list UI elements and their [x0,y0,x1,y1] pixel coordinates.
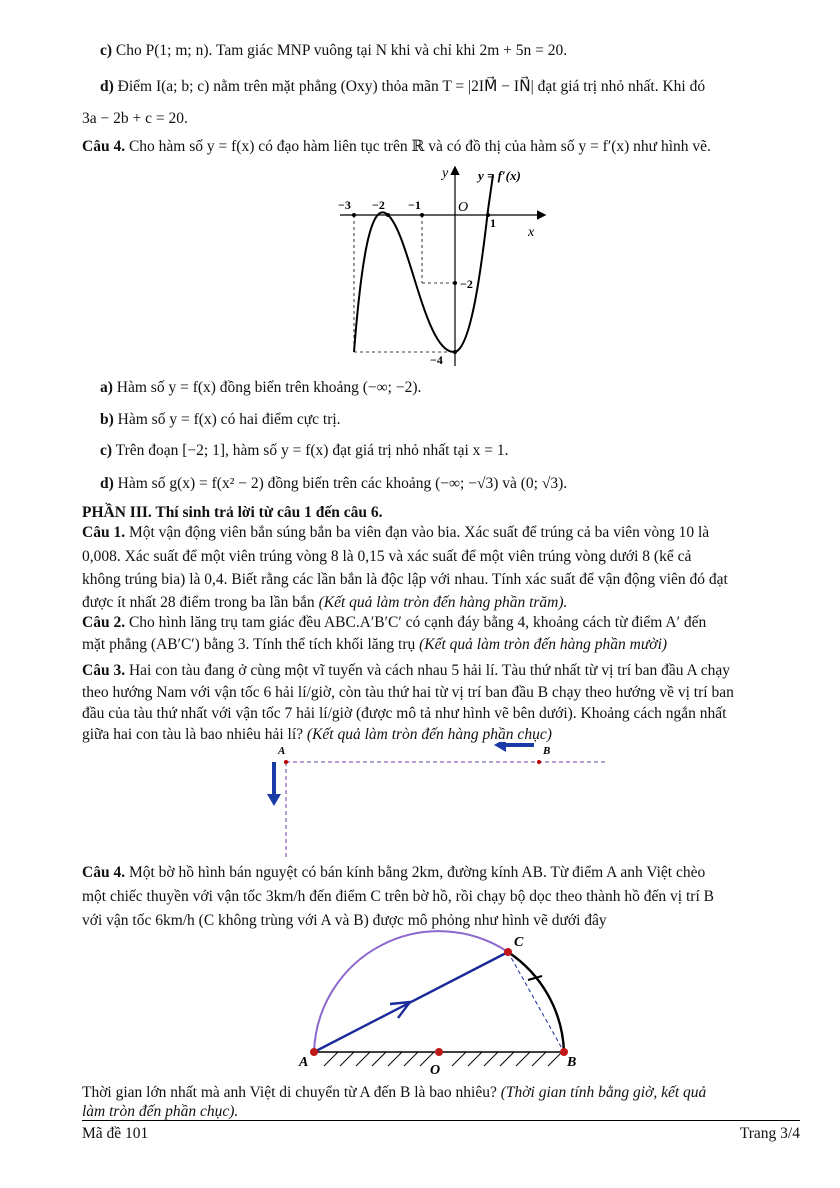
question-label: Câu 4. [82,138,126,155]
point-c [504,948,512,956]
ship-b-label: B [543,745,551,757]
statement-text: Hàm số y = f(x) đồng biến trên khoảng (−∞; −2). [116,379,422,396]
question-label: Câu 1. [82,524,126,541]
graph-title: y = f′(x) [478,168,521,183]
problem-4-note: làm tròn đến phần chục). [82,1103,239,1120]
question-label: Câu 4. [82,864,126,881]
question-text: Cho hình lăng trụ tam giác đều ABC.A′B′C′ có cạnh đáy bằng 4, khoảng cách từ điểm A′ đến [128,614,707,631]
problem-3-line: đầu của tàu thứ nhất với vận tốc 7 hải lí/giờ (được mô tả như hình vẽ bên dưới). Khoảng cách ngắn nhất [82,705,727,722]
statement-text: Cho P(1; m; n). Tam giác MNP vuông tại N khi và chỉ khi 2m + 5n = 20. [115,42,568,59]
derivative-graph [330,160,560,376]
problem-4 [82,862,800,884]
question-text: Một vận động viên bắn súng bắn ba viên đạn vào bia. Xác suất để trúng cả ba viên vòng 10 là [128,524,710,541]
statement-4c [100,440,800,462]
question-text: mặt phẳng (AB′C′) bằng 3. Tính thể tích khối lăng trụ [82,636,416,653]
arrow-head [267,794,281,806]
arrow-head [494,742,506,752]
x-tick-label: −1 [408,198,421,212]
ship-a-label: A [278,745,286,757]
statement-text: Hàm số g(x) = f(x² − 2) đồng biến trên các khoảng (−∞; −√3) và (0; √3). [117,475,568,492]
section-heading: PHẦN III. Thí sinh trả lời từ câu 1 đến câu 6. [82,504,383,521]
y-tick-label: −4 [430,353,443,367]
statement-label: d) [100,78,114,95]
page-number: Trang 3/4 [739,1125,800,1142]
problem-2-line [82,634,800,656]
exam-code: Mã đề 101 [82,1125,149,1142]
y-axis-label: y [442,166,449,181]
problem-1-line: 0,008. Xác suất để một viên trúng vòng 8 là 0,15 và xác suất để một viên trúng vòng dưới 8 (kể cả [82,548,692,565]
statement-4a [100,377,800,399]
lake-arc-ac [314,931,508,1052]
problem-1 [82,522,800,544]
rounding-note: (Kết quả làm tròn đến hàng phần chục) [306,726,552,743]
ship-b-point [537,760,541,764]
statement-label: a) [100,379,113,396]
problem-4-line: với vận tốc 6km/h (C không trùng với A và B) được mô phỏng như hình vẽ dưới đây [82,912,607,929]
x-tick-label: 1 [490,216,496,230]
statement-label: b) [100,411,114,428]
statement-label: d) [100,475,114,492]
ships-diagram [262,742,612,862]
statement-label: c) [100,42,113,59]
point-a [310,1048,318,1056]
x-tick-label: −3 [338,198,351,212]
problem-1-line [82,592,800,614]
question-text: Một bờ hồ hình bán nguyệt có bán kính bằng 2km, đường kính AB. Từ điểm A anh Việt chèo [128,864,706,881]
statement-3d-cont: 3a − 2b + c = 20. [82,110,188,127]
rounding-note: (Kết quả làm tròn đến hàng phần mười) [419,636,668,653]
statement-3c [100,40,800,62]
label-b: B [567,1055,577,1070]
statement-4d [100,473,800,495]
rounding-note: (Kết quả làm tròn đến hàng phần trăm). [318,594,568,611]
point-o [435,1048,443,1056]
problem-3 [82,660,800,682]
point-marker [420,213,424,217]
rounding-note: (Thời gian tính bằng giờ, kết quả [500,1084,707,1101]
question-4-stem [82,136,800,158]
statement-4b [100,409,800,431]
label-c: C [514,935,524,950]
question-text: giữa hai con tàu là bao nhiêu hải lí? [82,726,304,743]
problem-2 [82,612,800,634]
question-text: Cho hàm số y = f(x) có đạo hàm liên tục trên ℝ và có đồ thị của hàm số y = f′(x) như hình vẽ. [128,138,711,155]
label-a: A [299,1055,309,1070]
x-axis-label: x [528,225,535,240]
statement-label: c) [100,442,113,459]
origin-label: O [458,200,469,215]
ground-hatch [324,1052,562,1066]
ship-a-point [284,760,288,764]
statement-text: Trên đoạn [−2; 1], hàm số y = f(x) đạt giá trị nhỏ nhất tại x = 1. [115,442,509,459]
question-text: được ít nhất 28 điểm trong ba lần bắn [82,594,315,611]
label-o: O [430,1063,441,1078]
page-footer [82,1120,800,1143]
problem-3-line: theo hướng Nam với vận tốc 6 hải lí/giờ, còn tàu thứ hai từ vị trí ban đầu B chạy theo hướng về vị trí ban [82,684,734,701]
point-marker [453,350,457,354]
question-label: Câu 2. [82,614,126,631]
question-label: Câu 3. [82,662,126,679]
problem-1-line: không trúng bia) là 0,4. Biết rằng các lần bắn là độc lập với nhau. Tính xác suất để vận động viên đó đạt [82,571,728,588]
statement-3d [100,76,800,98]
point-marker [352,213,356,217]
y-tick-label: −2 [460,277,473,291]
chord-cb [508,952,564,1052]
question-text: Hai con tàu đang ở cùng một vĩ tuyến và cách nhau 5 hải lí. Tàu thứ nhất từ vị trí ban đầu A chạy [128,662,731,679]
x-tick-label: −2 [372,198,385,212]
point-marker [453,281,457,285]
statement-text: Hàm số y = f(x) có hai điểm cực trị. [117,411,341,428]
lake-diagram [290,928,600,1078]
statement-text: Điểm I(a; b; c) nằm trên mặt phẳng (Oxy) thỏa mãn T = |2IM⃗ − IN⃗| đạt giá trị nhỏ nhất. Khi đó [117,78,706,95]
point-marker [386,213,390,217]
question-text: Thời gian lớn nhất mà anh Việt di chuyển từ A đến B là bao nhiêu? [82,1084,497,1101]
problem-4-line: một chiếc thuyền với vận tốc 3km/h đến điểm C trên bờ hồ, rồi chạy bộ dọc theo thành hồ đến vị trí B [82,888,714,905]
